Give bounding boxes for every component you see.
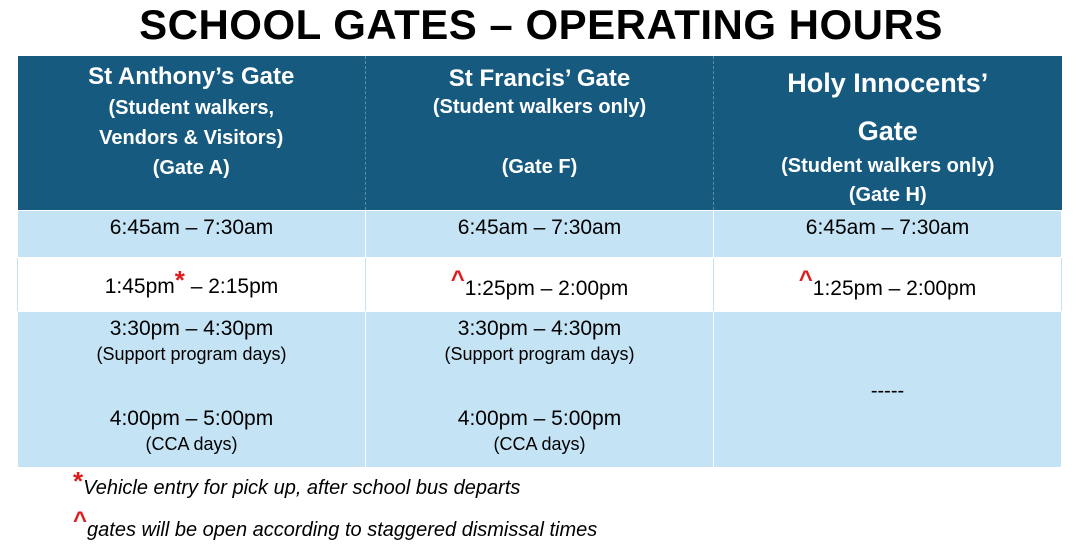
gate-a-midday-start: 1:45pm (104, 275, 175, 298)
gate-a-code: (Gate A) (152, 157, 230, 179)
support-label: (Support program days) (444, 344, 635, 364)
cca-label: (CCA days) (493, 434, 586, 454)
cca-label: (CCA days) (145, 434, 238, 454)
gate-h-sub1: (Student walkers only) (781, 155, 995, 177)
gate-f-code: (Gate F) (501, 156, 578, 178)
morning-row (18, 211, 1062, 258)
gate-f-midday-time: 1:25pm – 2:00pm (464, 277, 629, 300)
gate-f-header (366, 56, 714, 211)
asterisk-footnote (73, 466, 520, 500)
asterisk-marker: * (73, 466, 84, 496)
operating-hours-table (17, 56, 1062, 468)
gate-a-sub2: Vendors & Visitors) (99, 127, 284, 149)
caret-marker: ^ (450, 266, 465, 293)
gate-a-header (18, 56, 366, 211)
caret-marker: ^ (73, 507, 88, 534)
header-row (18, 56, 1062, 211)
gate-a-afternoon (18, 312, 366, 468)
gate-a-midday-end: – 2:15pm (184, 275, 279, 298)
gate-a-morning: 6:45am – 7:30am (18, 211, 366, 258)
gate-h-code: (Gate H) (848, 184, 927, 206)
afternoon-row (18, 312, 1062, 468)
gate-h-midday-time: 1:25pm – 2:00pm (812, 277, 977, 300)
cca-time: 4:00pm – 5:00pm (109, 407, 274, 430)
gate-h-header (714, 56, 1062, 211)
caret-footnote (73, 507, 597, 542)
asterisk-marker: * (174, 265, 185, 295)
gate-h-midday (714, 258, 1062, 312)
asterisk-footnote-text: Vehicle entry for pick up, after school bus departs (83, 477, 521, 499)
caret-footnote-text: gates will be open according to staggered dismissal times (87, 519, 598, 541)
gate-f-name: St Francis’ Gate (448, 65, 631, 92)
support-time: 3:30pm – 4:30pm (109, 317, 274, 340)
gate-h-name-line1: Holy Innocents’ (787, 68, 989, 98)
midday-row (18, 258, 1062, 312)
gate-h-name-line2: Gate (857, 116, 918, 146)
gate-a-midday (18, 258, 366, 312)
caret-marker: ^ (798, 266, 813, 293)
cca-time: 4:00pm – 5:00pm (457, 407, 622, 430)
gate-h-morning: 6:45am – 7:30am (714, 211, 1062, 258)
gate-h-afternoon-none: ----- (870, 380, 905, 402)
gate-a-name: St Anthony’s Gate (88, 63, 295, 90)
gate-h-afternoon (714, 312, 1062, 468)
page-title: SCHOOL GATES – OPERATING HOURS (139, 1, 943, 48)
gate-f-afternoon (366, 312, 714, 468)
gate-f-morning: 6:45am – 7:30am (366, 211, 714, 258)
support-label: (Support program days) (96, 344, 287, 364)
support-time: 3:30pm – 4:30pm (457, 317, 622, 340)
gate-f-midday (366, 258, 714, 312)
gate-f-sub1: (Student walkers only) (432, 96, 647, 118)
gate-a-sub1: (Student walkers, (108, 97, 275, 119)
